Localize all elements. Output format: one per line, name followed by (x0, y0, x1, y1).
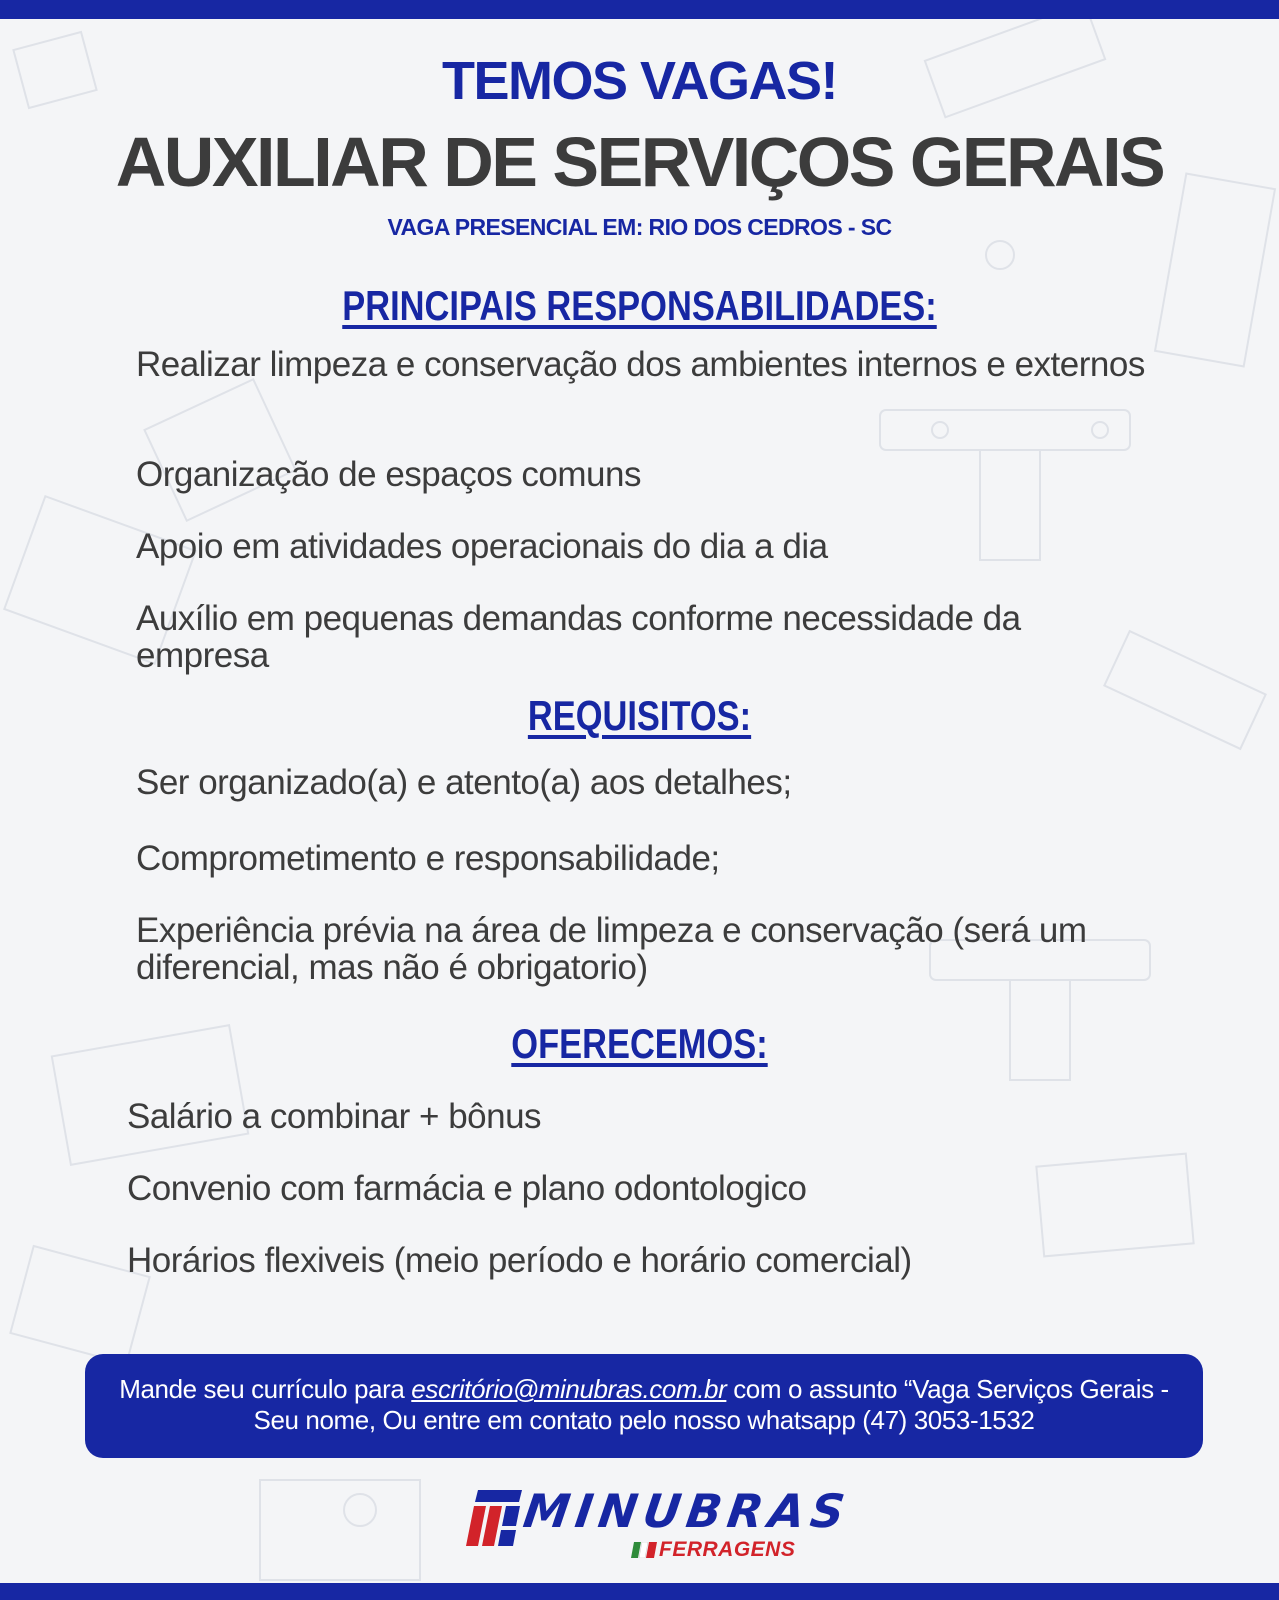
responsibility-item: Organização de espaços comuns (136, 455, 641, 494)
job-title: AUXILIAR DE SERVIÇOS GERAIS (115, 123, 1164, 201)
logo-wordmark: MINUBRAS (520, 1484, 854, 1538)
logo-subtitle: FERRAGENS (659, 1538, 796, 1561)
offer-item: Convenio com farmácia e plano odontologico (127, 1169, 807, 1208)
minubras-logo-icon (466, 1488, 524, 1548)
requirements-heading: REQUISITOS: (527, 692, 752, 739)
requirement-item: Comprometimento e responsabilidade; (136, 839, 720, 878)
responsibility-item: Apoio em atividades operacionais do dia a dia (136, 527, 828, 566)
contact-text-after: com o assunto “Vaga Serviços Gerais - Seu nome, Ou entre em contato pelo nosso whatsapp (47) 3053-1532 (253, 1374, 1169, 1435)
offers-heading: OFERECEMOS: (511, 1020, 768, 1067)
requirement-item: Experiência prévia na área de limpeza e conservação (será um diferencial, mas não é obrigatorio) (136, 911, 1087, 987)
top-bar (0, 0, 1279, 19)
responsibility-item: Realizar limpeza e conservação dos ambientes internos e externos (136, 345, 1145, 384)
headline-temos-vagas: TEMOS VAGAS! (441, 51, 837, 111)
offer-item: Horários flexiveis (meio período e horário comercial) (127, 1241, 912, 1280)
bottom-bar (0, 1583, 1279, 1600)
contact-text-before: Mande seu currículo para (119, 1374, 412, 1404)
job-location: VAGA PRESENCIAL EM: RIO DOS CEDROS - SC (387, 214, 892, 240)
contact-email-link[interactable]: escritório@minubras.com.br (411, 1374, 727, 1404)
responsibilities-heading: PRINCIPAIS RESPONSABILIDADES: (342, 282, 937, 329)
offer-item: Salário a combinar + bônus (127, 1097, 542, 1136)
minubras-logo (466, 1484, 854, 1568)
contact-box (85, 1354, 1203, 1458)
responsibility-item: Auxílio em pequenas demandas conforme necessidade da empresa (136, 599, 1021, 675)
requirement-item: Ser organizado(a) e atento(a) aos detalhes; (136, 763, 792, 802)
italy-flag-icon (631, 1542, 657, 1558)
